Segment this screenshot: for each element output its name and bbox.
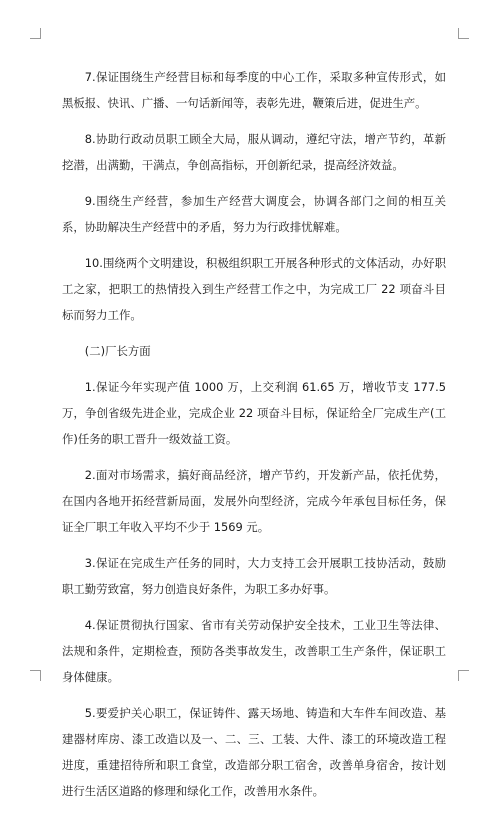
paragraph-director-2: 2.面对市场需求，搞好商品经济，增产节约，开发新产品，依托优势，在国内各地开拓经营新局面，发展外向型经济，完成今年承包目标任务，保证全厂职工年收入平均不少于 1569 元。 bbox=[62, 468, 446, 534]
paragraph-director-1: 1.保证今年实现产值 1000 万，上交利润 61.65 万，增收节支 177.5 万，争创省级先进企业，完成企业 22 项奋斗目标，保证给全厂完成生产(工作)任务的职工晋升一级效益工资。 bbox=[62, 380, 446, 446]
paragraph-item-9: 9.围绕生产经营，参加生产经营大调度会，协调各部门之间的相互关系，协助解决生产经营中的矛盾，努力为行政排忧解难。 bbox=[62, 194, 446, 234]
crop-mark-top-right bbox=[458, 28, 469, 39]
document-body bbox=[62, 64, 446, 814]
paragraph-director-4: 4.保证贯彻执行国家、省市有关劳动保护安全技术，工业卫生等法律、法规和条件，定期检查，预防各类事故发生，改善职工生产条件，保证职工身体健康。 bbox=[62, 618, 446, 684]
paragraph-item-7: 7.保证围绕生产经营目标和每季度的中心工作，采取多种宣传形式，如黑板报、快讯、广播、一句话新闻等，表彰先进，鞭策后进，促进生产。 bbox=[62, 70, 446, 110]
section-heading-factory-director: (二)厂长方面 bbox=[84, 344, 151, 358]
paragraph-director-5: 5.要爱护关心职工，保证铸件、露天场地、铸造和大车件车间改造、基建器材库房、漆工改造以及一、二、三、工装、大件、漆工的环境改造工程进度，重建招待所和职工食堂，改造部分职工宿舍，改善单身宿舍，按计划进行生活区道路的修理和绿化工作，改善用水条件。 bbox=[62, 706, 446, 798]
paragraph-director-3: 3.保证在完成生产任务的同时，大力支持工会开展职工技协活动，鼓励职工勤劳致富，努力创造良好条件，为职工多办好事。 bbox=[62, 556, 446, 596]
paragraph-item-8: 8.协助行政动员职工顾全大局，服从调动，遵纪守法，增产节约，革新挖潜，出满勤，干满点，争创高指标，开创新纪录，提高经济效益。 bbox=[62, 132, 446, 172]
crop-mark-top-left bbox=[30, 28, 41, 39]
crop-mark-bottom-left bbox=[30, 670, 41, 681]
crop-mark-bottom-right bbox=[458, 670, 469, 681]
paragraph-item-10: 10.围绕两个文明建设，积极组织职工开展各种形式的文体活动，办好职工之家，把职工的热情投入到生产经营工作之中，为完成工厂 22 项奋斗目标而努力工作。 bbox=[62, 256, 446, 322]
